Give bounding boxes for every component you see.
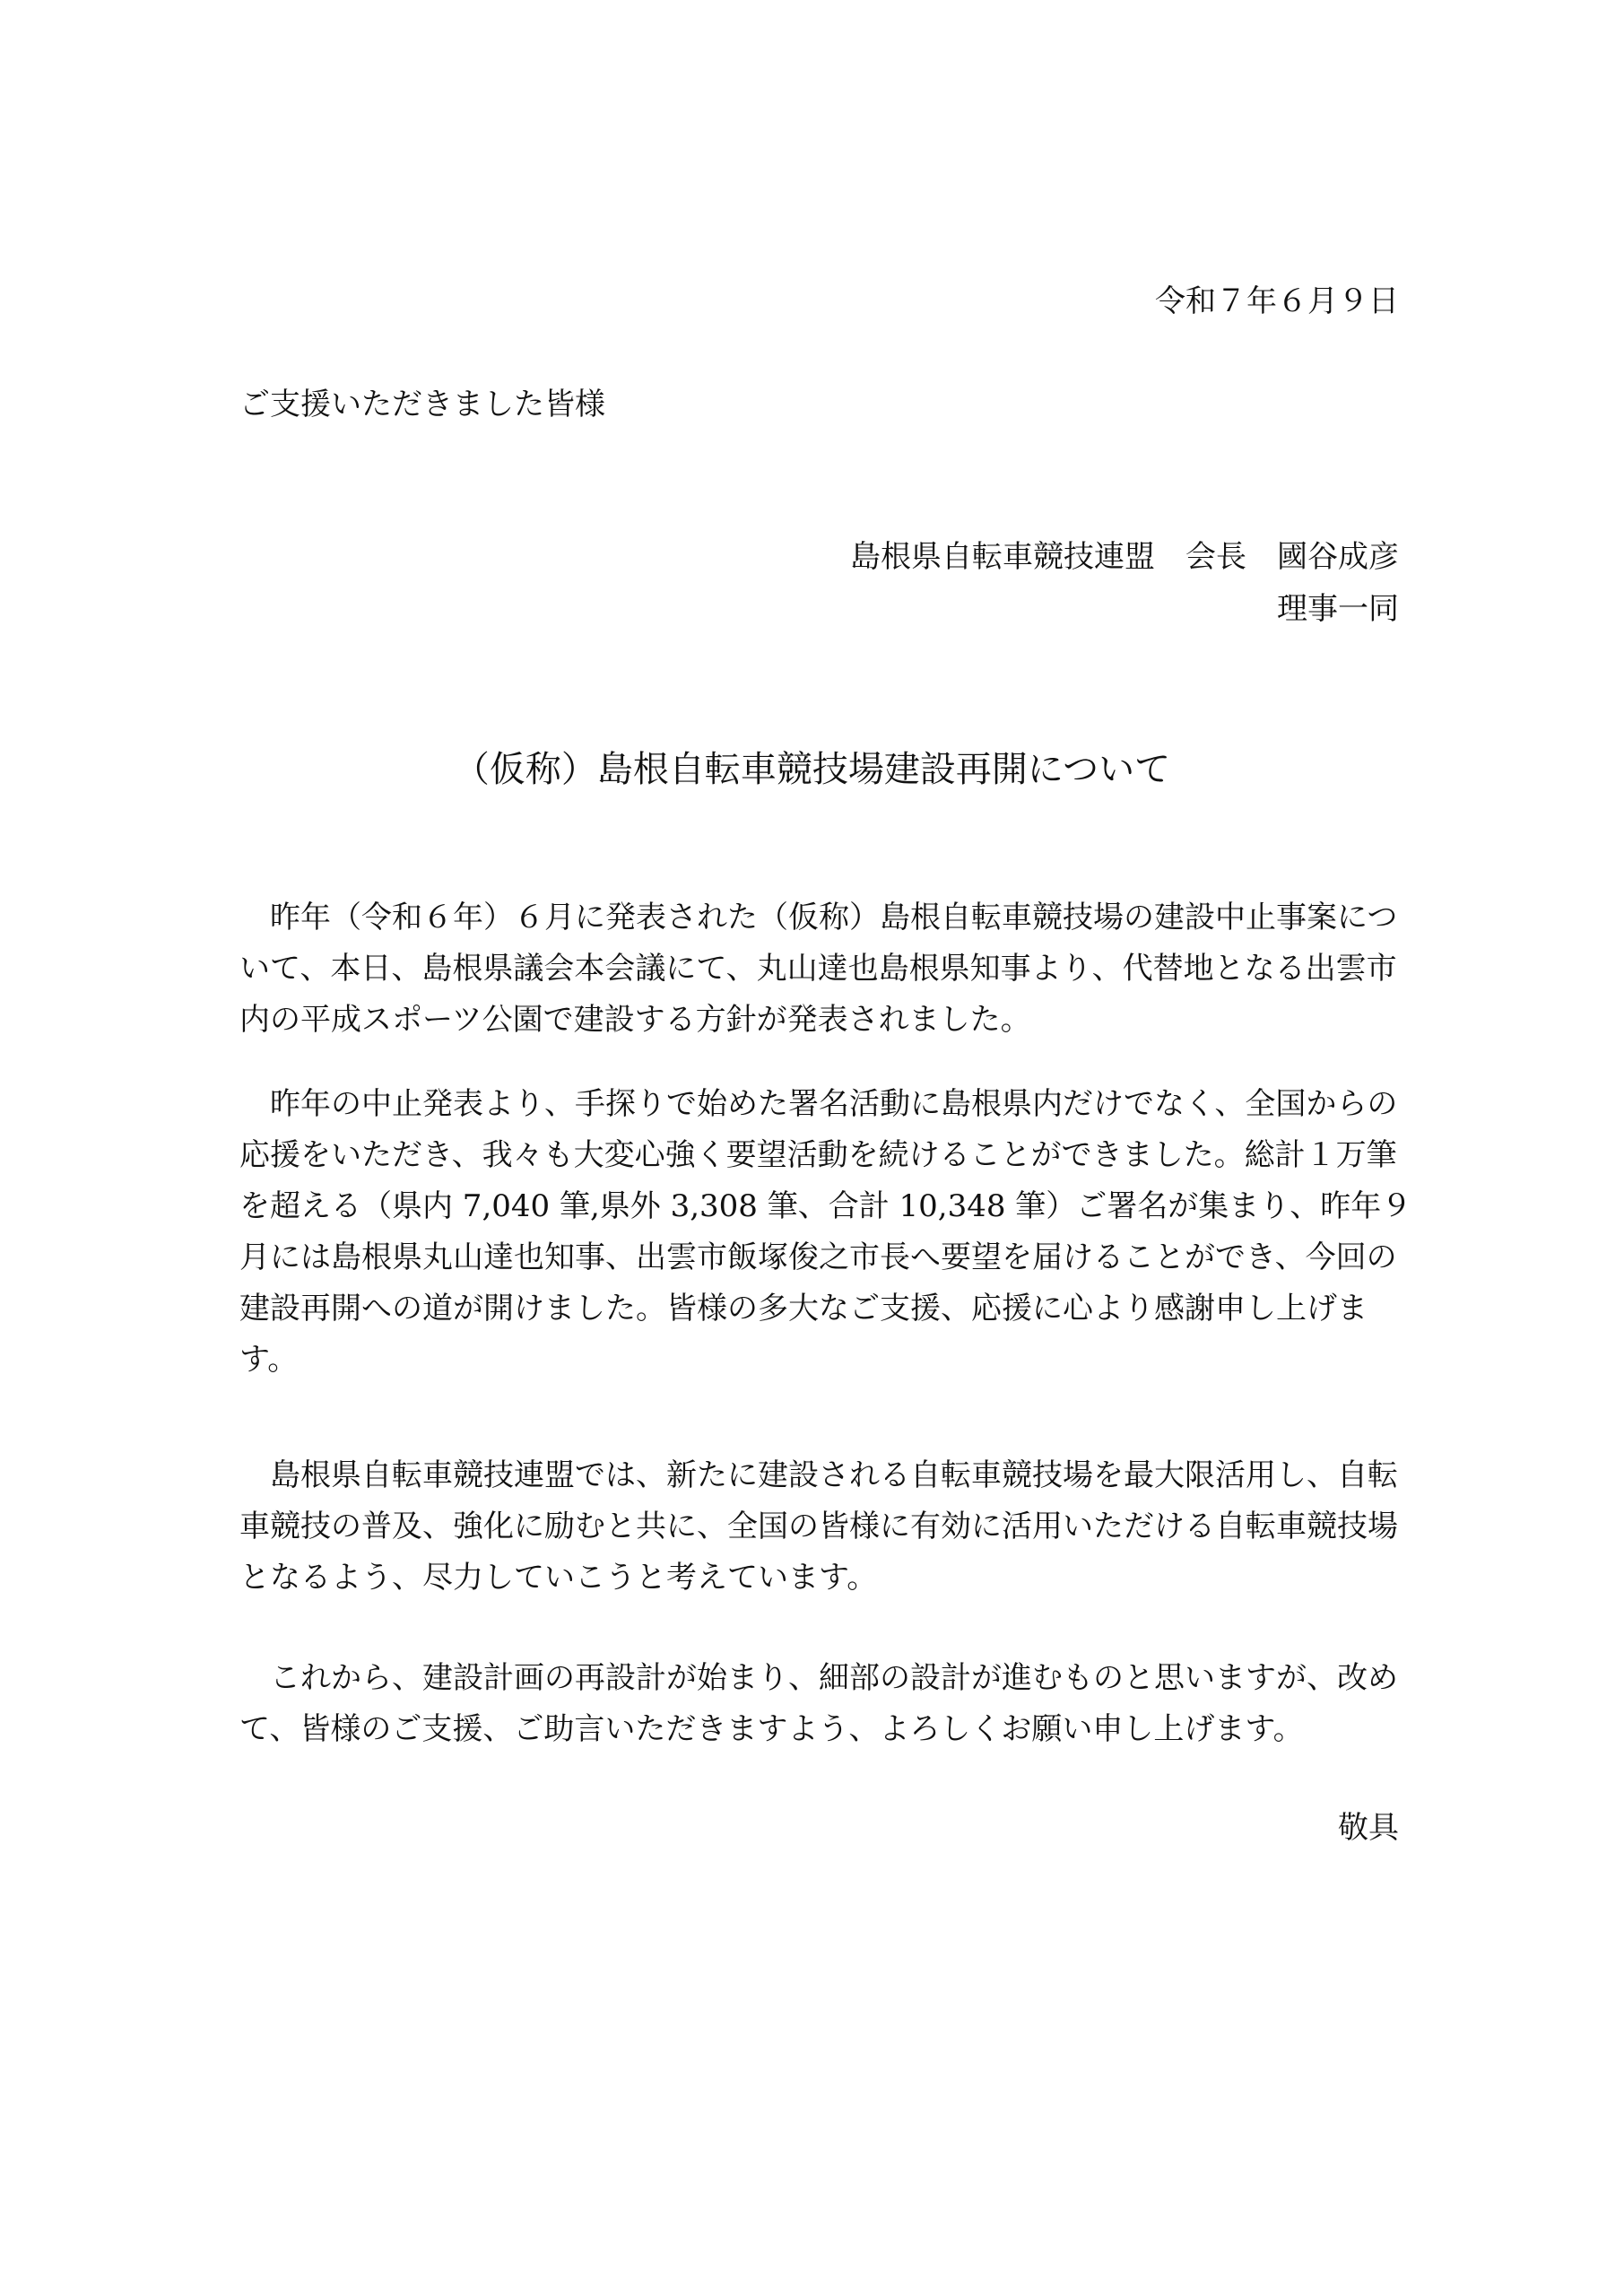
salutation: ご支援いただきました皆様 (239, 387, 605, 422)
paragraph-4 (239, 1653, 1396, 1755)
text-line: す。 (239, 1342, 299, 1378)
text-line: 内の平成スポーツ公園で建設する方針が発表されました。 (239, 1002, 1031, 1038)
paragraph-2 (239, 1079, 1412, 1386)
text-line: 応援をいただき、我々も大変心強く要望活動を続けることができました。総計１万筆 (239, 1137, 1397, 1173)
paragraph-1 (239, 892, 1396, 1046)
paragraph-3 (239, 1450, 1396, 1604)
text-line: を超える（県内 7,040 筆,県外 3,308 筆、合計 10,348 筆）ご署名が集まり、昨年９ (239, 1188, 1412, 1224)
closing: 敬具 (1338, 1810, 1399, 1846)
text-line: 島根県自転車競技連盟では、新たに建設される自転車競技場を最大限活用し、自転 (239, 1457, 1398, 1493)
sender-board: 理事一同 (1277, 591, 1399, 627)
text-line: 昨年の中止発表より、手探りで始めた署名活動に島根県内だけでなく、全国からの (239, 1086, 1398, 1122)
text-line: 建設再開への道が開けました。皆様の多大なご支援、応援に心より感謝申し上げま (239, 1291, 1368, 1326)
page-title: （仮称）島根自転車競技場建設再開について (453, 749, 1171, 790)
text-line: 昨年（令和６年）６月に発表された（仮称）島根自転車競技場の建設中止事案につ (239, 900, 1398, 935)
text-line: 車競技の普及、強化に励むと共に、全国の皆様に有効に活用いただける自転車競技場 (239, 1509, 1398, 1544)
text-line: これから、建設計画の再設計が始まり、細部の設計が進むものと思いますが、改め (239, 1660, 1398, 1696)
sender-organization: 島根県自転車競技連盟 会長 國谷成彦 (850, 539, 1399, 575)
text-line: となるよう、尽力していこうと考えています。 (239, 1560, 878, 1596)
text-line: て、皆様のご支援、ご助言いただきますよう、よろしくお願い申し上げます。 (239, 1711, 1304, 1747)
text-line: 月には島根県丸山達也知事、出雲市飯塚俊之市長へ要望を届けることができ、今回の (239, 1239, 1397, 1275)
letter-date: 令和７年６月９日 (1155, 283, 1399, 319)
text-line: いて、本日、島根県議会本会議にて、丸山達也島根県知事より、代替地となる出雲市 (239, 951, 1397, 987)
